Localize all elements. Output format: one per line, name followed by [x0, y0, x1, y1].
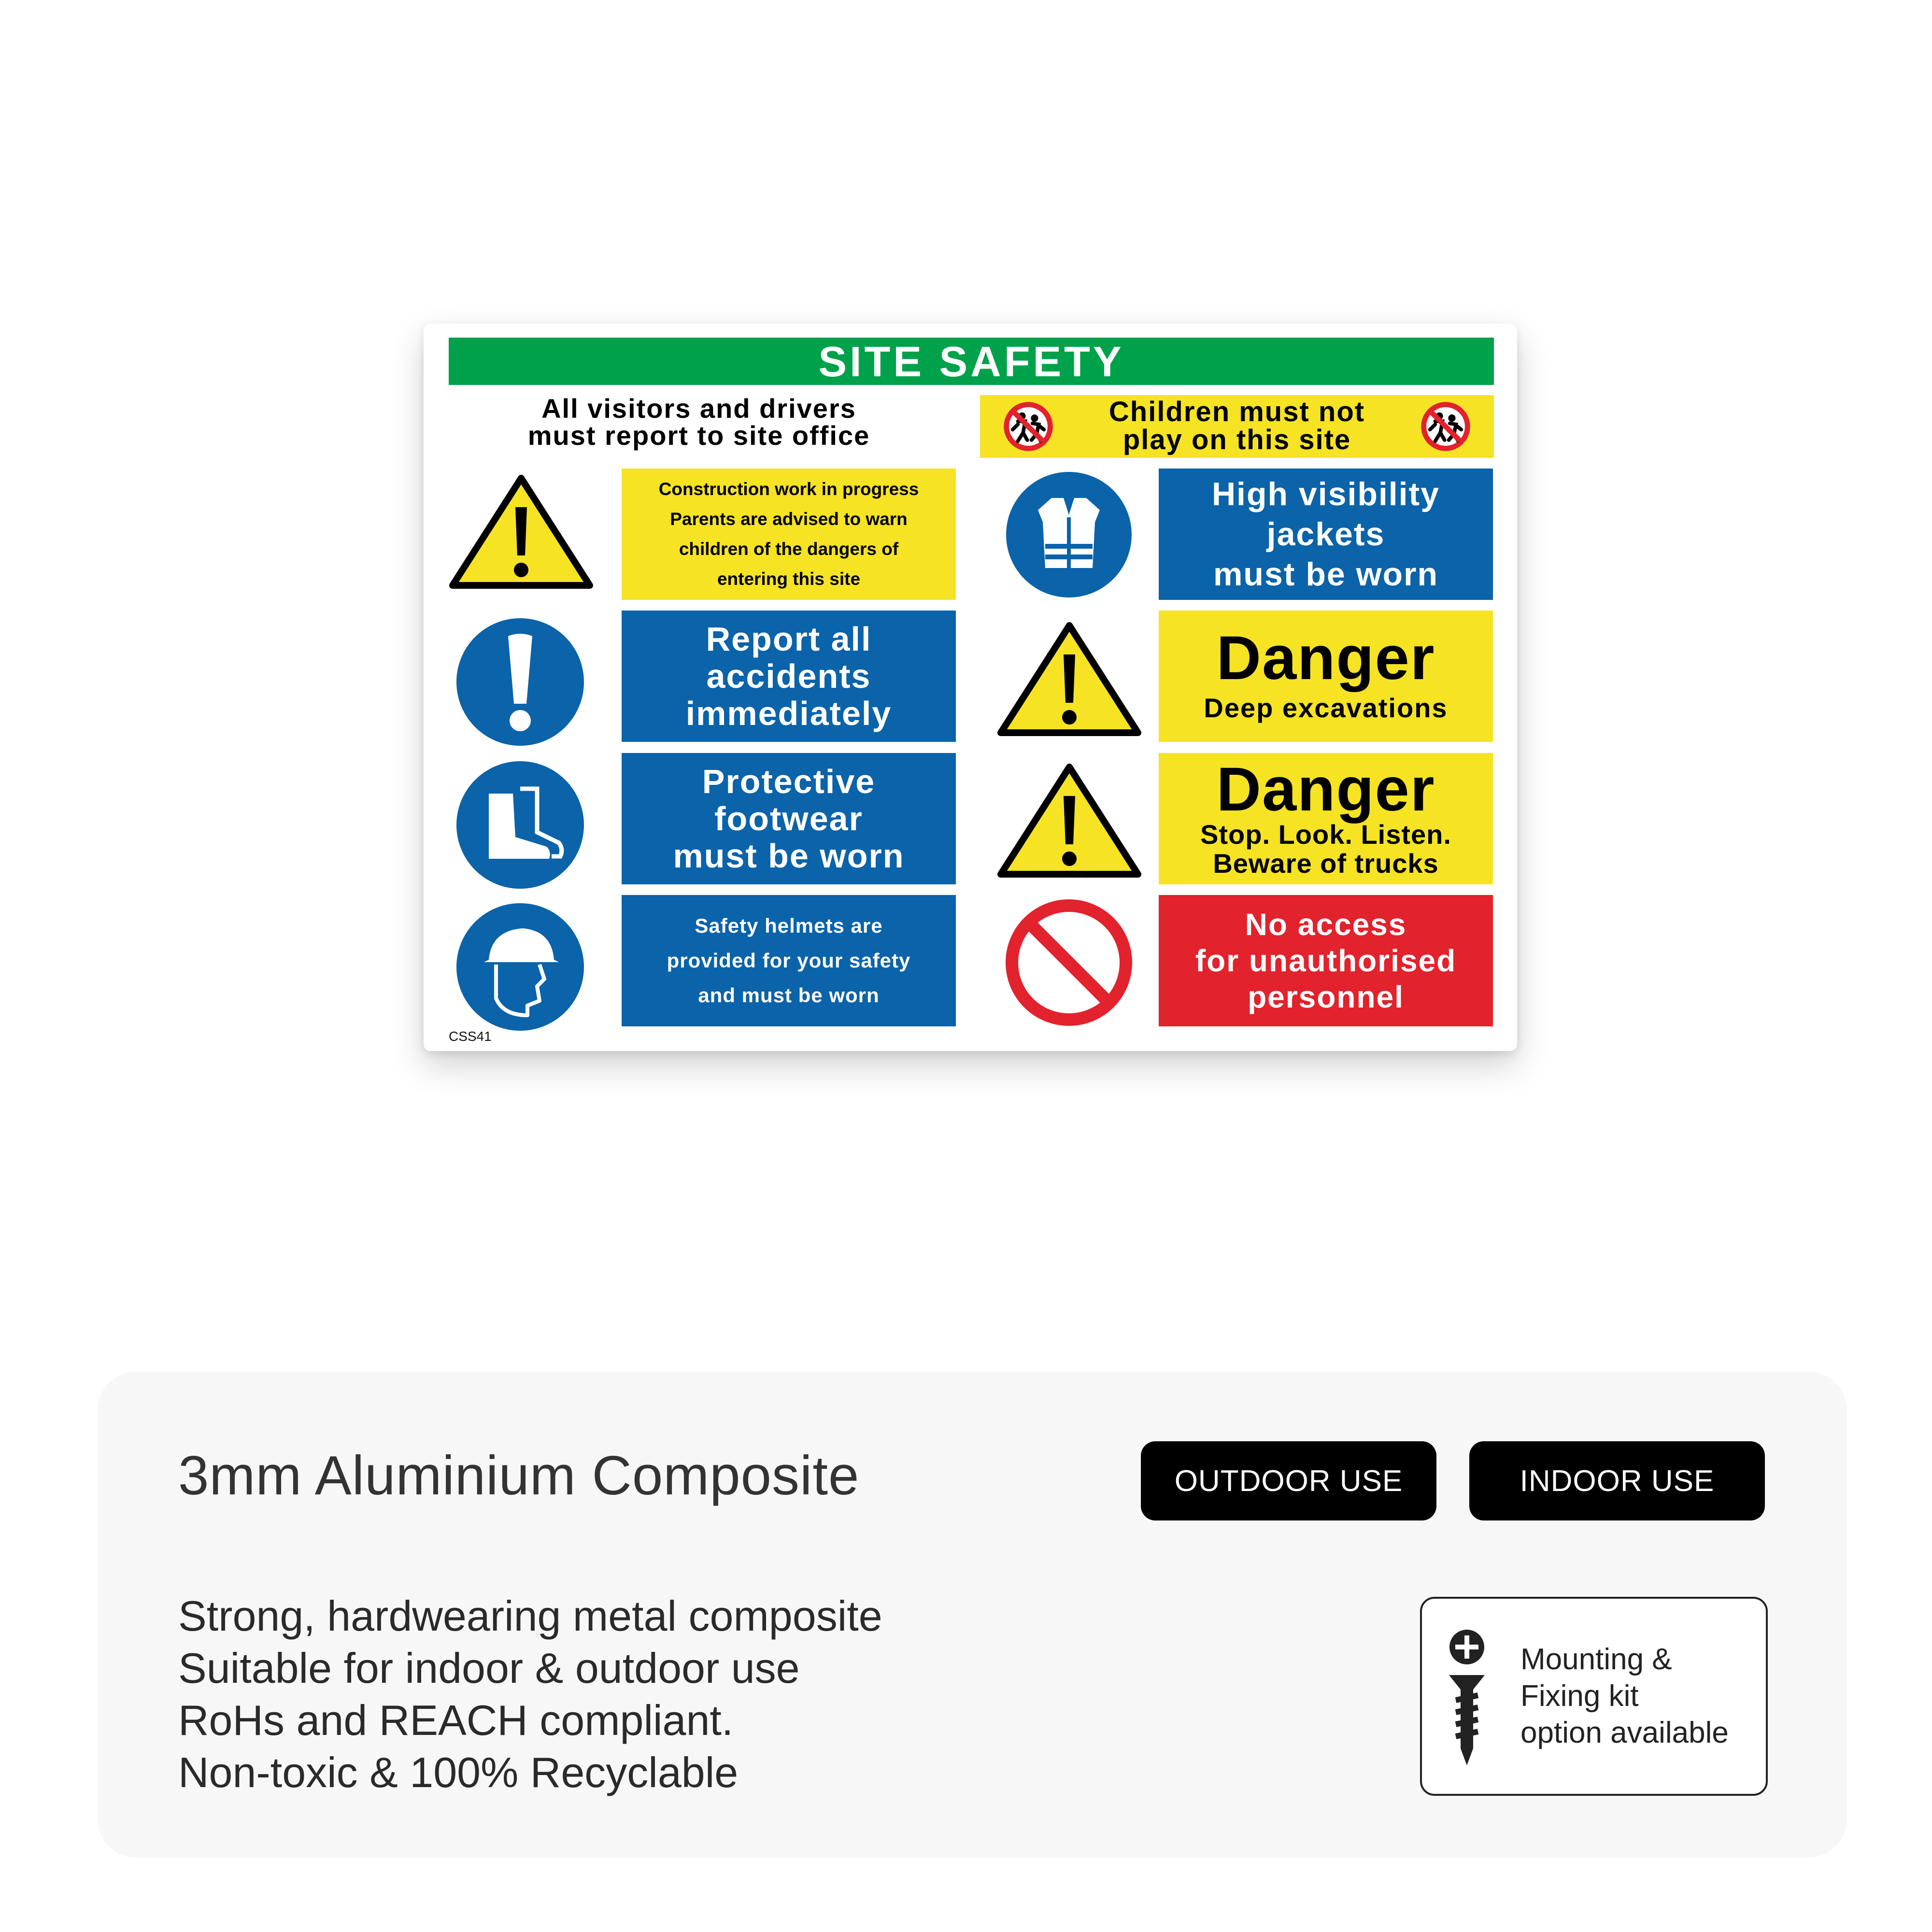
protective-footwear-panel	[622, 753, 956, 884]
children-notice	[980, 395, 1494, 458]
screw-icon	[1445, 1628, 1489, 1768]
no-access-panel	[1159, 895, 1493, 1026]
safety-helmets-panel	[622, 895, 956, 1026]
hi-vis-jackets-panel	[1159, 469, 1493, 600]
children-text	[1052, 398, 1421, 454]
panel-line: Stop. Look. Listen.	[1200, 819, 1451, 850]
panel-line: for unauthorised	[1195, 943, 1457, 978]
panel-line: Beware of trucks	[1213, 848, 1439, 879]
feature-list	[178, 1590, 882, 1799]
sign-title-bar: SITE SAFETY	[449, 338, 1494, 385]
warning-triangle-icon	[997, 621, 1142, 737]
hard-hat-icon	[455, 902, 585, 1032]
warning-triangle-icon	[997, 762, 1142, 878]
mounting-line: option available	[1520, 1716, 1729, 1749]
panel-line: Safety helmets are	[695, 914, 883, 937]
panel-line: immediately	[685, 694, 892, 732]
feature-item: RoHs and REACH compliant.	[178, 1696, 734, 1744]
exclamation-circle-icon	[455, 617, 585, 747]
mounting-kit-text	[1520, 1641, 1729, 1751]
children-line-2: play on this site	[1122, 424, 1351, 455]
safety-sign	[424, 324, 1517, 1051]
panel-line: Parents are advised to warn	[670, 509, 908, 529]
no-children-icon	[1420, 400, 1472, 453]
panel-line: Construction work in progress	[658, 479, 919, 499]
mounting-kit-box	[1420, 1597, 1768, 1796]
panel-line: High visibility	[1211, 475, 1440, 512]
danger-excavations-panel	[1159, 611, 1493, 742]
construction-notice-panel	[622, 469, 956, 600]
panel-line: accidents	[706, 657, 871, 695]
warning-triangle-icon	[449, 473, 594, 589]
danger-heading: Danger	[1216, 624, 1435, 693]
panel-line: No access	[1245, 907, 1407, 942]
panel-line: Deep excavations	[1204, 693, 1448, 723]
prohibition-icon	[1005, 898, 1133, 1027]
panel-line: must be worn	[673, 837, 905, 875]
visitors-notice	[457, 395, 940, 453]
children-line-1: Children must not	[1108, 396, 1365, 427]
danger-trucks-panel	[1159, 753, 1493, 884]
feature-item: Non-toxic & 100% Recyclable	[178, 1748, 739, 1796]
material-title: 3mm Aluminium Composite	[178, 1445, 860, 1506]
indoor-use-badge: INDOOR USE	[1469, 1441, 1765, 1520]
outdoor-use-badge: OUTDOOR USE	[1141, 1441, 1436, 1520]
danger-heading: Danger	[1216, 755, 1435, 824]
panel-line: must be worn	[1213, 555, 1439, 593]
panel-line: personnel	[1248, 979, 1404, 1014]
feature-item: Strong, hardwearing metal composite	[178, 1592, 882, 1640]
mounting-line: Mounting &	[1520, 1643, 1672, 1676]
panel-line: entering this site	[717, 569, 861, 589]
visitors-line-1: All visitors and drivers	[541, 393, 856, 424]
safety-boot-icon	[455, 760, 585, 890]
hi-vis-jacket-icon	[1006, 471, 1132, 598]
panel-line: jackets	[1266, 515, 1385, 553]
panel-line: footwear	[714, 799, 863, 838]
panel-line: and must be worn	[698, 984, 880, 1007]
no-children-icon	[1002, 400, 1054, 453]
product-info-card	[98, 1372, 1847, 1858]
report-accidents-panel	[622, 611, 956, 742]
mounting-line: Fixing kit	[1520, 1679, 1639, 1713]
feature-item: Suitable for indoor & outdoor use	[178, 1644, 800, 1692]
panel-line: Protective	[702, 762, 876, 800]
panel-line: provided for your safety	[667, 949, 911, 972]
product-code: CSS41	[449, 1029, 492, 1044]
visitors-line-2: must report to site office	[527, 420, 870, 451]
panel-line: children of the dangers of	[679, 539, 899, 559]
panel-line: Report all	[706, 620, 872, 658]
